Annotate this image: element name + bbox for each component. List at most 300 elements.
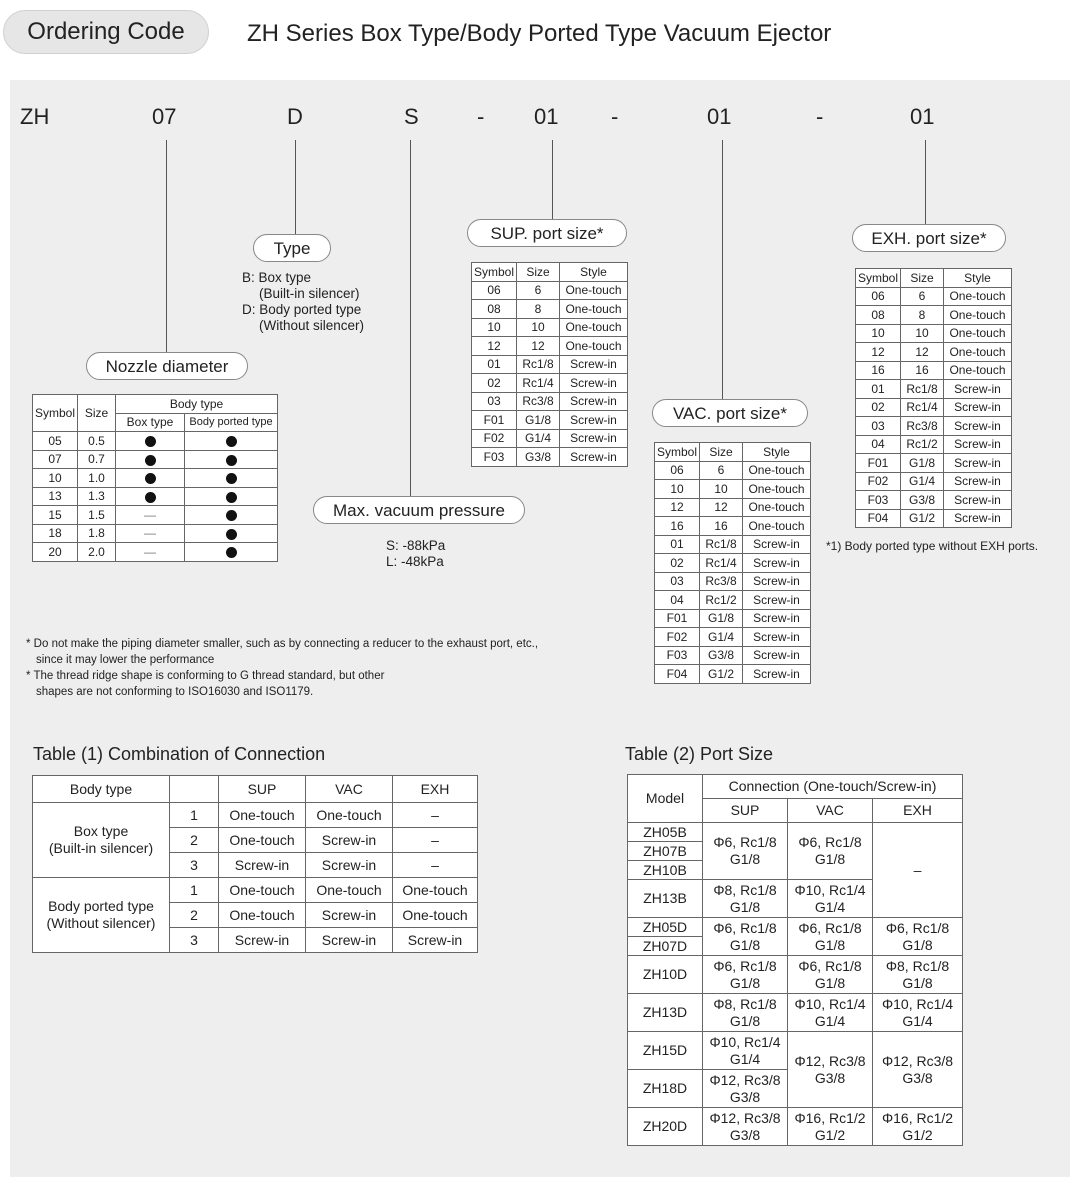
- symbol-cell: 04: [655, 591, 700, 610]
- exh-cell: Φ6, Rc1/8 G1/8: [873, 918, 963, 956]
- symbol-cell: 02: [472, 374, 517, 393]
- table-row: [472, 429, 628, 448]
- table-row: [472, 374, 628, 393]
- size-cell: 0.5: [78, 432, 116, 451]
- style-cell: Screw-in: [743, 665, 811, 684]
- code-sup: 01: [534, 104, 559, 129]
- symbol-cell: F04: [856, 509, 901, 528]
- style-cell: One-touch: [944, 343, 1012, 362]
- symbol-cell: 12: [856, 343, 901, 362]
- header-size: Size: [700, 443, 743, 462]
- table-row: [856, 361, 1012, 380]
- vac-port-table: [654, 442, 811, 684]
- table-row: [655, 498, 811, 517]
- available-dot-icon: [145, 492, 156, 503]
- size-cell: Rc3/8: [517, 392, 560, 411]
- box-cell: [116, 432, 185, 451]
- available-dot-icon: [226, 436, 237, 447]
- vac-cell: Φ6, Rc1/8 G1/8: [788, 918, 873, 956]
- size-cell: Rc1/8: [700, 535, 743, 554]
- style-cell: One-touch: [944, 361, 1012, 380]
- exh-cell: –: [393, 803, 478, 828]
- size-cell: 8: [901, 306, 944, 325]
- table-row: [655, 535, 811, 554]
- code-prefix: ZH: [20, 104, 50, 129]
- sup-cell: Φ8, Rc1/8 G1/8: [703, 994, 788, 1032]
- box-cell: [116, 487, 185, 506]
- connector-line: [552, 140, 553, 220]
- style-cell: One-touch: [560, 300, 628, 319]
- size-cell: Rc3/8: [901, 417, 944, 436]
- style-cell: Screw-in: [944, 435, 1012, 454]
- note-2: * The thread ridge shape is conforming to G thread standard, but other: [26, 670, 385, 682]
- ported-cell: [185, 524, 278, 543]
- index-cell: 3: [170, 853, 219, 878]
- vac-cell: Φ10, Rc1/4 G1/4: [788, 880, 873, 918]
- model-cell: ZH10B: [628, 861, 703, 880]
- table-row: [856, 343, 1012, 362]
- symbol-cell: F03: [655, 646, 700, 665]
- size-cell: G1/4: [517, 429, 560, 448]
- vacuum-l: L: -48kPa: [386, 554, 444, 569]
- header-body-type: Body type: [33, 776, 170, 803]
- body-type-note: (Without silencer): [46, 915, 156, 931]
- size-cell: G1/4: [901, 472, 944, 491]
- size-cell: Rc3/8: [700, 572, 743, 591]
- table-row: [856, 380, 1012, 399]
- size-cell: Rc1/4: [901, 398, 944, 417]
- header-connection: Connection (One-touch/Screw-in): [703, 775, 963, 799]
- ported-cell: [185, 469, 278, 488]
- connector-line: [722, 140, 723, 399]
- model-cell: ZH05D: [628, 918, 703, 937]
- index-cell: 3: [170, 928, 219, 953]
- symbol-cell: 12: [655, 498, 700, 517]
- symbol-cell: F02: [655, 628, 700, 647]
- model-cell: ZH05B: [628, 823, 703, 842]
- symbol-cell: F03: [856, 491, 901, 510]
- header-symbol: Symbol: [33, 395, 78, 432]
- max-vacuum-label: Max. vacuum pressure: [313, 496, 525, 524]
- table-row: [655, 554, 811, 573]
- style-cell: Screw-in: [944, 417, 1012, 436]
- table-row: [472, 411, 628, 430]
- style-cell: Screw-in: [560, 411, 628, 430]
- model-cell: ZH13B: [628, 880, 703, 918]
- model-cell: ZH13D: [628, 994, 703, 1032]
- table-row: [655, 517, 811, 536]
- code-type: D: [287, 104, 303, 129]
- style-cell: Screw-in: [944, 472, 1012, 491]
- table-row: [33, 506, 278, 525]
- combination-table: [32, 775, 478, 953]
- table-row: [472, 337, 628, 356]
- sup-cell: One-touch: [219, 878, 306, 903]
- size-cell: 1.0: [78, 469, 116, 488]
- table-row: [655, 480, 811, 499]
- style-cell: Screw-in: [743, 609, 811, 628]
- vac-port-label: VAC. port size*: [652, 399, 808, 427]
- symbol-cell: F02: [472, 429, 517, 448]
- header-style: Style: [944, 269, 1012, 288]
- table-row: [856, 398, 1012, 417]
- symbol-cell: F01: [472, 411, 517, 430]
- available-dot-icon: [226, 510, 237, 521]
- available-dot-icon: [226, 455, 237, 466]
- symbol-cell: 04: [856, 435, 901, 454]
- table-row: [33, 469, 278, 488]
- table-row: [655, 591, 811, 610]
- symbol-cell: 02: [856, 398, 901, 417]
- table-row: [856, 324, 1012, 343]
- type-d: D: Body ported type: [242, 302, 362, 317]
- symbol-cell: F04: [655, 665, 700, 684]
- table-row: [472, 300, 628, 319]
- vac-cell: Φ6, Rc1/8 G1/8: [788, 956, 873, 994]
- connector-line: [166, 140, 167, 352]
- ported-cell: [185, 432, 278, 451]
- style-cell: One-touch: [743, 480, 811, 499]
- vacuum-description: [386, 538, 445, 570]
- sup-cell: Screw-in: [219, 928, 306, 953]
- table-row: [856, 287, 1012, 306]
- body-type-note: (Built-in silencer): [48, 840, 154, 856]
- exh-cell: Φ10, Rc1/4 G1/4: [873, 994, 963, 1032]
- symbol-cell: 06: [472, 281, 517, 300]
- box-cell: —: [116, 524, 185, 543]
- symbol-cell: F01: [856, 454, 901, 473]
- code-dash: -: [611, 104, 619, 129]
- table-row: [33, 450, 278, 469]
- size-cell: 2.0: [78, 543, 116, 562]
- code-dash: -: [477, 104, 485, 129]
- header-size: Size: [517, 263, 560, 282]
- style-cell: Screw-in: [560, 374, 628, 393]
- connector-line: [295, 140, 296, 234]
- available-dot-icon: [226, 473, 237, 484]
- type-b: B: Box type: [242, 270, 312, 285]
- style-cell: Screw-in: [944, 491, 1012, 510]
- sup-cell: Φ12, Rc3/8 G3/8: [703, 1070, 788, 1108]
- box-cell: —: [116, 506, 185, 525]
- symbol-cell: 03: [472, 392, 517, 411]
- header-model: Model: [628, 775, 703, 823]
- style-cell: Screw-in: [743, 591, 811, 610]
- note-1-cont: since it may lower the performance: [36, 654, 215, 666]
- available-dot-icon: [226, 492, 237, 503]
- size-cell: G1/8: [517, 411, 560, 430]
- size-cell: 16: [700, 517, 743, 536]
- style-cell: One-touch: [560, 318, 628, 337]
- model-cell: ZH15D: [628, 1032, 703, 1070]
- available-dot-icon: [145, 455, 156, 466]
- vac-cell: Φ16, Rc1/2 G1/2: [788, 1108, 873, 1146]
- table-row: [472, 392, 628, 411]
- exh-cell: Screw-in: [393, 928, 478, 953]
- size-cell: G1/2: [901, 509, 944, 528]
- connector-line: [410, 140, 411, 496]
- header-style: Style: [743, 443, 811, 462]
- size-cell: G1/8: [700, 609, 743, 628]
- model-cell: ZH10D: [628, 956, 703, 994]
- symbol-cell: 12: [472, 337, 517, 356]
- header-symbol: Symbol: [472, 263, 517, 282]
- body-type-cell: [33, 878, 170, 953]
- size-cell: G1/8: [901, 454, 944, 473]
- header-size: Size: [78, 395, 116, 432]
- header-exh: EXH: [873, 799, 963, 823]
- symbol-cell: 10: [856, 324, 901, 343]
- sup-cell: Φ8, Rc1/8 G1/8: [703, 880, 788, 918]
- sup-cell: Φ10, Rc1/4 G1/4: [703, 1032, 788, 1070]
- type-label: Type: [253, 234, 331, 262]
- style-cell: One-touch: [560, 281, 628, 300]
- body-type-cell: [33, 803, 170, 878]
- size-cell: 10: [700, 480, 743, 499]
- style-cell: Screw-in: [743, 646, 811, 665]
- available-dot-icon: [226, 529, 237, 540]
- type-description: [242, 270, 364, 334]
- size-cell: 0.7: [78, 450, 116, 469]
- table-row: [655, 572, 811, 591]
- ordering-code-badge: Ordering Code: [3, 10, 209, 54]
- symbol-cell: 08: [856, 306, 901, 325]
- style-cell: Screw-in: [560, 448, 628, 467]
- table-row: [33, 524, 278, 543]
- table2-title: Table (2) Port Size: [625, 744, 774, 764]
- size-cell: 1.5: [78, 506, 116, 525]
- size-cell: Rc1/8: [517, 355, 560, 374]
- table-row: [655, 646, 811, 665]
- size-cell: G1/4: [700, 628, 743, 647]
- size-cell: G3/8: [901, 491, 944, 510]
- available-dot-icon: [226, 547, 237, 558]
- sup-cell: Φ12, Rc3/8 G3/8: [703, 1108, 788, 1146]
- size-cell: 16: [901, 361, 944, 380]
- size-cell: 12: [517, 337, 560, 356]
- size-cell: 10: [517, 318, 560, 337]
- style-cell: One-touch: [944, 306, 1012, 325]
- size-cell: Rc1/8: [901, 380, 944, 399]
- index-cell: 1: [170, 878, 219, 903]
- vac-cell: Φ6, Rc1/8 G1/8: [788, 823, 873, 880]
- style-cell: Screw-in: [743, 535, 811, 554]
- style-cell: Screw-in: [560, 355, 628, 374]
- table-row: [33, 487, 278, 506]
- vac-cell: Φ12, Rc3/8 G3/8: [788, 1032, 873, 1108]
- vac-cell: Screw-in: [306, 828, 393, 853]
- available-dot-icon: [145, 436, 156, 447]
- note-1: * Do not make the piping diameter smaller, such as by connecting a reducer to the exhaust port, etc.,: [26, 638, 539, 650]
- size-cell: 6: [700, 461, 743, 480]
- exh-port-label: EXH. port size*: [852, 224, 1006, 252]
- sup-cell: One-touch: [219, 828, 306, 853]
- symbol-cell: 10: [655, 480, 700, 499]
- ported-cell: [185, 487, 278, 506]
- type-d-note: (Without silencer): [259, 318, 365, 333]
- symbol-cell: 16: [856, 361, 901, 380]
- header-exh: EXH: [393, 776, 478, 803]
- symbol-cell: 15: [33, 506, 78, 525]
- available-dot-icon: [145, 473, 156, 484]
- table-row: [856, 417, 1012, 436]
- symbol-cell: 16: [655, 517, 700, 536]
- table-row: [856, 491, 1012, 510]
- symbol-cell: F02: [856, 472, 901, 491]
- sup-cell: Φ6, Rc1/8 G1/8: [703, 956, 788, 994]
- header-symbol: Symbol: [655, 443, 700, 462]
- size-cell: Rc1/2: [700, 591, 743, 610]
- symbol-cell: 01: [856, 380, 901, 399]
- size-cell: 12: [901, 343, 944, 362]
- symbol-cell: 18: [33, 524, 78, 543]
- size-cell: Rc1/4: [517, 374, 560, 393]
- exh-cell: Φ16, Rc1/2 G1/2: [873, 1108, 963, 1146]
- sup-cell: Φ6, Rc1/8 G1/8: [703, 918, 788, 956]
- header-blank: [170, 776, 219, 803]
- sup-cell: One-touch: [219, 803, 306, 828]
- connector-line: [925, 140, 926, 225]
- type-b-note: (Built-in silencer): [259, 286, 360, 301]
- sup-cell: Φ6, Rc1/8 G1/8: [703, 823, 788, 880]
- port-size-table: [627, 774, 963, 1146]
- index-cell: 2: [170, 903, 219, 928]
- table-row: [655, 628, 811, 647]
- index-cell: 2: [170, 828, 219, 853]
- symbol-cell: 20: [33, 543, 78, 562]
- body-type-name: Body ported type: [48, 898, 154, 914]
- code-exh: 01: [910, 104, 935, 129]
- style-cell: Screw-in: [743, 572, 811, 591]
- symbol-cell: F01: [655, 609, 700, 628]
- exh-port-table: [855, 268, 1012, 528]
- style-cell: One-touch: [944, 287, 1012, 306]
- table-row: [33, 878, 478, 903]
- style-cell: Screw-in: [944, 398, 1012, 417]
- table-row: [655, 665, 811, 684]
- vac-cell: One-touch: [306, 878, 393, 903]
- size-cell: G3/8: [517, 448, 560, 467]
- style-cell: Screw-in: [743, 554, 811, 573]
- style-cell: One-touch: [743, 517, 811, 536]
- ported-cell: [185, 506, 278, 525]
- symbol-cell: 07: [33, 450, 78, 469]
- style-cell: Screw-in: [944, 380, 1012, 399]
- header-size: Size: [901, 269, 944, 288]
- exh-cell: Φ12, Rc3/8 G3/8: [873, 1032, 963, 1108]
- style-cell: Screw-in: [560, 392, 628, 411]
- body-type-name: Box type: [73, 823, 129, 839]
- exh-cell: One-touch: [393, 903, 478, 928]
- size-cell: Rc1/2: [901, 435, 944, 454]
- box-cell: [116, 450, 185, 469]
- table-row: [472, 448, 628, 467]
- ported-cell: [185, 450, 278, 469]
- code-dash: -: [816, 104, 824, 129]
- size-cell: Rc1/4: [700, 554, 743, 573]
- header-symbol: Symbol: [856, 269, 901, 288]
- symbol-cell: 10: [472, 318, 517, 337]
- symbol-cell: 03: [655, 572, 700, 591]
- style-cell: One-touch: [743, 498, 811, 517]
- model-cell: ZH07B: [628, 842, 703, 861]
- sup-port-table: [471, 262, 628, 467]
- header-vac: VAC: [306, 776, 393, 803]
- symbol-cell: F03: [472, 448, 517, 467]
- table-row: [856, 509, 1012, 528]
- vac-cell: One-touch: [306, 803, 393, 828]
- table-row: [472, 318, 628, 337]
- model-cell: ZH18D: [628, 1070, 703, 1108]
- box-cell: [116, 469, 185, 488]
- code-vacuum: S: [404, 104, 419, 129]
- size-cell: 10: [901, 324, 944, 343]
- size-cell: 6: [517, 281, 560, 300]
- table-row: [33, 543, 278, 562]
- exh-footnote: *1) Body ported type without EXH ports.: [826, 539, 1039, 553]
- symbol-cell: 02: [655, 554, 700, 573]
- size-cell: 12: [700, 498, 743, 517]
- style-cell: One-touch: [560, 337, 628, 356]
- vac-cell: Φ10, Rc1/4 G1/4: [788, 994, 873, 1032]
- symbol-cell: 01: [655, 535, 700, 554]
- notes: [26, 636, 538, 700]
- table-row: [33, 803, 478, 828]
- table-row: [856, 306, 1012, 325]
- symbol-cell: 03: [856, 417, 901, 436]
- exh-cell: Φ8, Rc1/8 G1/8: [873, 956, 963, 994]
- model-cell: ZH07D: [628, 937, 703, 956]
- page-title: ZH Series Box Type/Body Ported Type Vacuum Ejector: [247, 20, 832, 47]
- code-nozzle: 07: [152, 104, 177, 129]
- size-cell: G3/8: [700, 646, 743, 665]
- style-cell: One-touch: [944, 324, 1012, 343]
- exh-cell: –: [393, 853, 478, 878]
- sup-cell: One-touch: [219, 903, 306, 928]
- symbol-cell: 10: [33, 469, 78, 488]
- table-row: [33, 432, 278, 451]
- table-row: [856, 435, 1012, 454]
- symbol-cell: 05: [33, 432, 78, 451]
- symbol-cell: 13: [33, 487, 78, 506]
- table-row: [856, 454, 1012, 473]
- index-cell: 1: [170, 803, 219, 828]
- sup-cell: Screw-in: [219, 853, 306, 878]
- box-cell: —: [116, 543, 185, 562]
- table-row: [655, 461, 811, 480]
- style-cell: One-touch: [743, 461, 811, 480]
- table-row: [472, 355, 628, 374]
- header-sup: SUP: [703, 799, 788, 823]
- note-2-cont: shapes are not conforming to ISO16030 and ISO1179.: [36, 686, 314, 698]
- header-body-type: Body type: [116, 395, 278, 414]
- style-cell: Screw-in: [743, 628, 811, 647]
- size-cell: 8: [517, 300, 560, 319]
- size-cell: G1/2: [700, 665, 743, 684]
- header-vac: VAC: [788, 799, 873, 823]
- vac-cell: Screw-in: [306, 903, 393, 928]
- nozzle-table: [32, 394, 278, 562]
- table1-title: Table (1) Combination of Connection: [33, 744, 326, 764]
- ported-cell: [185, 543, 278, 562]
- model-cell: ZH20D: [628, 1108, 703, 1146]
- nozzle-diameter-label: Nozzle diameter: [86, 352, 248, 380]
- vac-cell: Screw-in: [306, 928, 393, 953]
- table-row: [655, 609, 811, 628]
- table-row: [472, 281, 628, 300]
- header-box-type: Box type: [116, 413, 185, 432]
- table-row: [856, 472, 1012, 491]
